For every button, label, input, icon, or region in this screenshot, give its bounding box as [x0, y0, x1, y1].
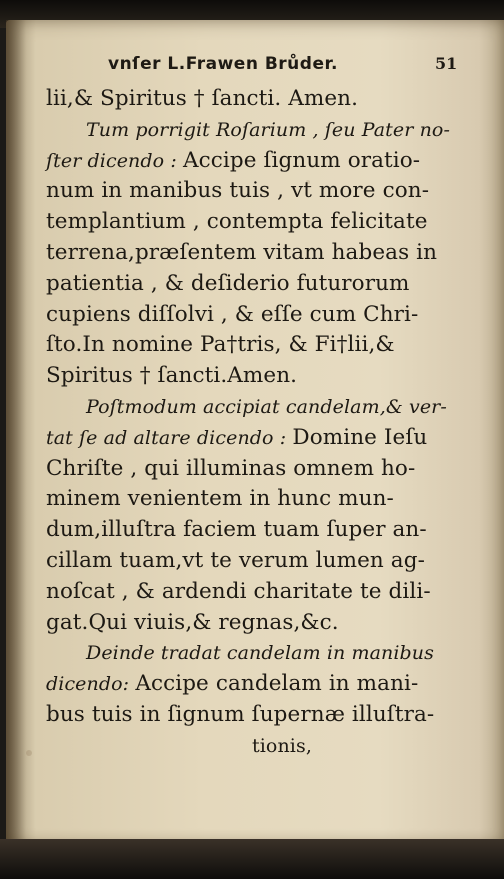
line-text: templantium , contempta felicitate: [46, 209, 428, 235]
catchword: [46, 731, 466, 762]
line-text: ſto.In nomine Pa†tris, & Fi†lii,&: [46, 332, 395, 358]
line-text: dum,illuſtra faciem tuam ſuper an-: [46, 517, 427, 543]
text-line: [46, 423, 466, 454]
text-line: [46, 330, 466, 361]
text-line: [46, 546, 466, 577]
text-line: [46, 146, 466, 177]
rubric-text: Poſtmodum accipiat candelam,& ver-: [86, 395, 447, 418]
line-text: minem venientem in hunc mun-: [46, 486, 394, 512]
text-line: [46, 115, 466, 146]
line-text: patientia , & deſiderio futurorum: [46, 270, 410, 296]
body-text: [46, 84, 466, 762]
text-line: [46, 238, 466, 269]
text-line: [46, 669, 466, 700]
text-line: [46, 269, 466, 300]
line-text: Chriſte , qui illuminas omnem ho-: [46, 455, 416, 481]
rubric-text: Tum porrigit Roſarium , ſeu Pater no-: [86, 118, 450, 141]
text-line: [46, 454, 466, 485]
line-text: lii,& Spiritus † ſancti. Amen.: [46, 86, 359, 111]
text-line: [46, 515, 466, 546]
line-text: bus tuis in ſignum ſupernæ illuſtra-: [46, 701, 435, 727]
line-text: terrena,præſentem vitam habeas in: [46, 239, 438, 265]
text-line: [46, 700, 466, 731]
rubric-text: ſter dicendo :: [46, 149, 183, 172]
line-text: Spiritus † ſancti.Amen.: [46, 363, 298, 389]
line-text: tionis,: [252, 734, 312, 757]
page-number: 51: [435, 54, 458, 73]
text-line: [46, 176, 466, 207]
page-gutter: [6, 20, 26, 850]
text-line: [46, 300, 466, 331]
running-head: vnſer L.Frawen Brůder.: [108, 54, 338, 74]
rubric-text: tat ſe ad altare dicendo :: [46, 426, 293, 449]
line-text: num in manibus tuis , vt more con-: [46, 178, 430, 204]
line-text: cillam tuam,vt te verum lumen ag-: [46, 547, 425, 573]
text-line: [46, 577, 466, 608]
page-header: [108, 48, 488, 84]
text-line: [46, 392, 466, 423]
text-line: [46, 484, 466, 515]
line-text: noſcat , & ardendi charitate te dili-: [46, 578, 431, 604]
text-line: [46, 84, 466, 115]
text-line: [46, 361, 466, 392]
book-edge-bottom: [0, 839, 504, 879]
rubric-text: Deinde tradat candelam in manibus: [86, 642, 434, 665]
line-text: Domine Ieſu: [292, 424, 428, 450]
foxing-spot: [26, 750, 32, 756]
line-text: Accipe ſignum oratio-: [182, 147, 421, 173]
text-line: [46, 608, 466, 639]
line-text: Accipe candelam in mani-: [135, 671, 419, 697]
rubric-text: dicendo:: [46, 673, 136, 696]
line-text: gat.Qui viuis,& regnas,&c.: [46, 609, 339, 635]
line-text: cupiens diſſolvi , & eſſe cum Chri-: [46, 301, 419, 327]
text-line: [46, 638, 466, 669]
text-line: [46, 207, 466, 238]
